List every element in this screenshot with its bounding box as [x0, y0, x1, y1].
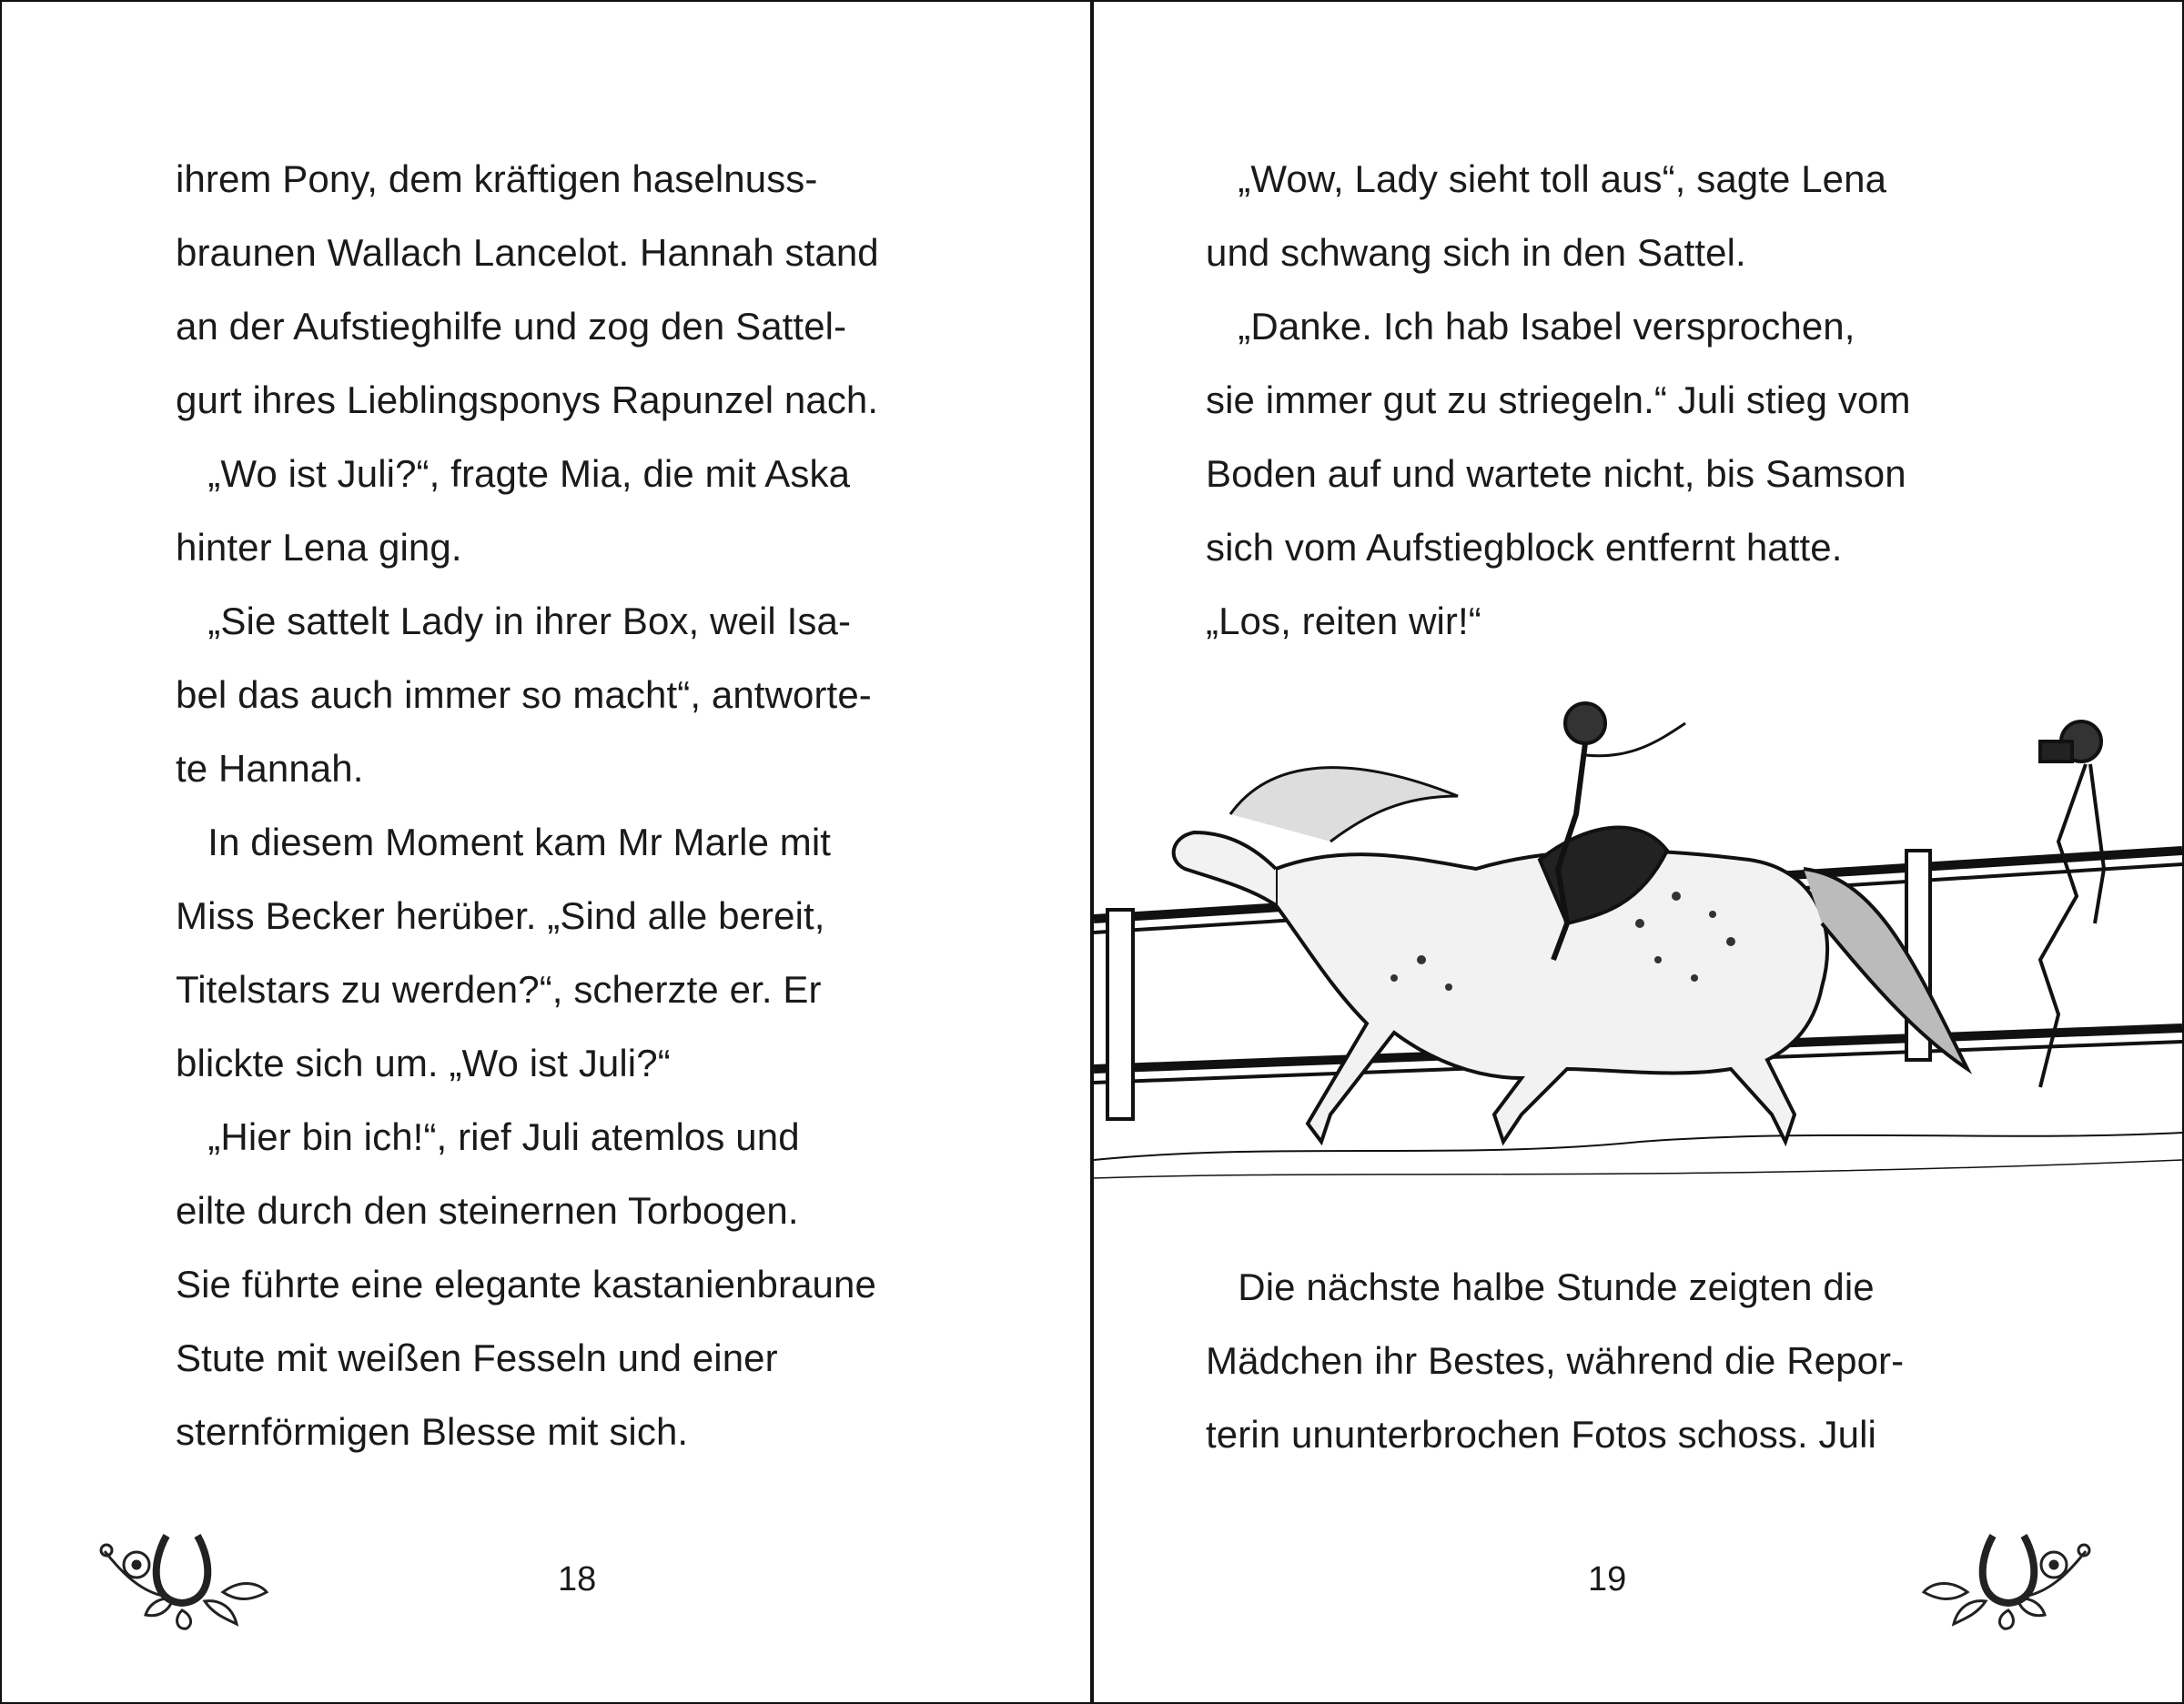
- text-line: sternförmigen Blesse mit sich.: [176, 1410, 689, 1453]
- page-number: 19: [1588, 1560, 1627, 1598]
- right-page-text-top: [1206, 142, 1911, 658]
- text-line: Die nächste halbe Stunde zeigten die: [1206, 1265, 1875, 1308]
- text-line: sie immer gut zu striegeln.“ Juli stieg vom: [1206, 378, 1911, 421]
- horseshoe-flower-ornament-icon: [1922, 1528, 2095, 1633]
- text-line: an der Aufstieghilfe und zog den Sattel-: [176, 305, 847, 348]
- text-line: gurt ihres Lieblingsponys Rapunzel nach.: [176, 378, 879, 421]
- text-line: te Hannah.: [176, 747, 364, 790]
- text-line: In diesem Moment kam Mr Marle mit: [176, 821, 832, 863]
- text-line: hinter Lena ging.: [176, 526, 462, 569]
- text-line: Titelstars zu werden?“, scherzte er. Er: [176, 968, 822, 1011]
- pony-riding-illustration: [1094, 687, 2182, 1201]
- text-line: sich vom Aufstiegblock entfernt hatte.: [1206, 526, 1843, 569]
- text-line: terin ununterbrochen Fotos schoss. Juli: [1206, 1413, 1876, 1456]
- left-page: [0, 0, 1090, 1704]
- text-line: Miss Becker herüber. „Sind alle bereit,: [176, 894, 825, 937]
- text-line: bel das auch immer so macht“, antworte-: [176, 673, 872, 716]
- text-line: „Danke. Ich hab Isabel versprochen,: [1206, 305, 1855, 348]
- text-line: Stute mit weißen Fesseln und einer: [176, 1336, 778, 1379]
- text-line: „Wo ist Juli?“, fragte Mia, die mit Aska: [176, 452, 851, 495]
- text-line: Boden auf und wartete nicht, bis Samson: [1206, 452, 1906, 495]
- text-line: Mädchen ihr Bestes, während die Repor-: [1206, 1339, 1905, 1382]
- horseshoe-flower-ornament-icon: [96, 1528, 268, 1633]
- text-line: „Hier bin ich!“, rief Juli atemlos und: [176, 1115, 800, 1158]
- text-line: „Los, reiten wir!“: [1206, 600, 1481, 642]
- text-line: eilte durch den steinernen Torbogen.: [176, 1189, 799, 1232]
- text-line: Sie führte eine elegante kastanienbraune: [176, 1263, 876, 1306]
- text-line: ihrem Pony, dem kräftigen haselnuss-: [176, 157, 818, 200]
- text-line: braunen Wallach Lancelot. Hannah stand: [176, 231, 879, 274]
- text-line: und schwang sich in den Sattel.: [1206, 231, 1746, 274]
- text-line: „Sie sattelt Lady in ihrer Box, weil Isa-: [176, 600, 852, 642]
- left-page-text: [176, 142, 879, 1468]
- right-page-text-bottom: [1206, 1250, 1904, 1471]
- text-line: „Wow, Lady sieht toll aus“, sagte Lena: [1206, 157, 1887, 200]
- text-line: blickte sich um. „Wo ist Juli?“: [176, 1042, 671, 1084]
- page-number: 18: [558, 1560, 597, 1598]
